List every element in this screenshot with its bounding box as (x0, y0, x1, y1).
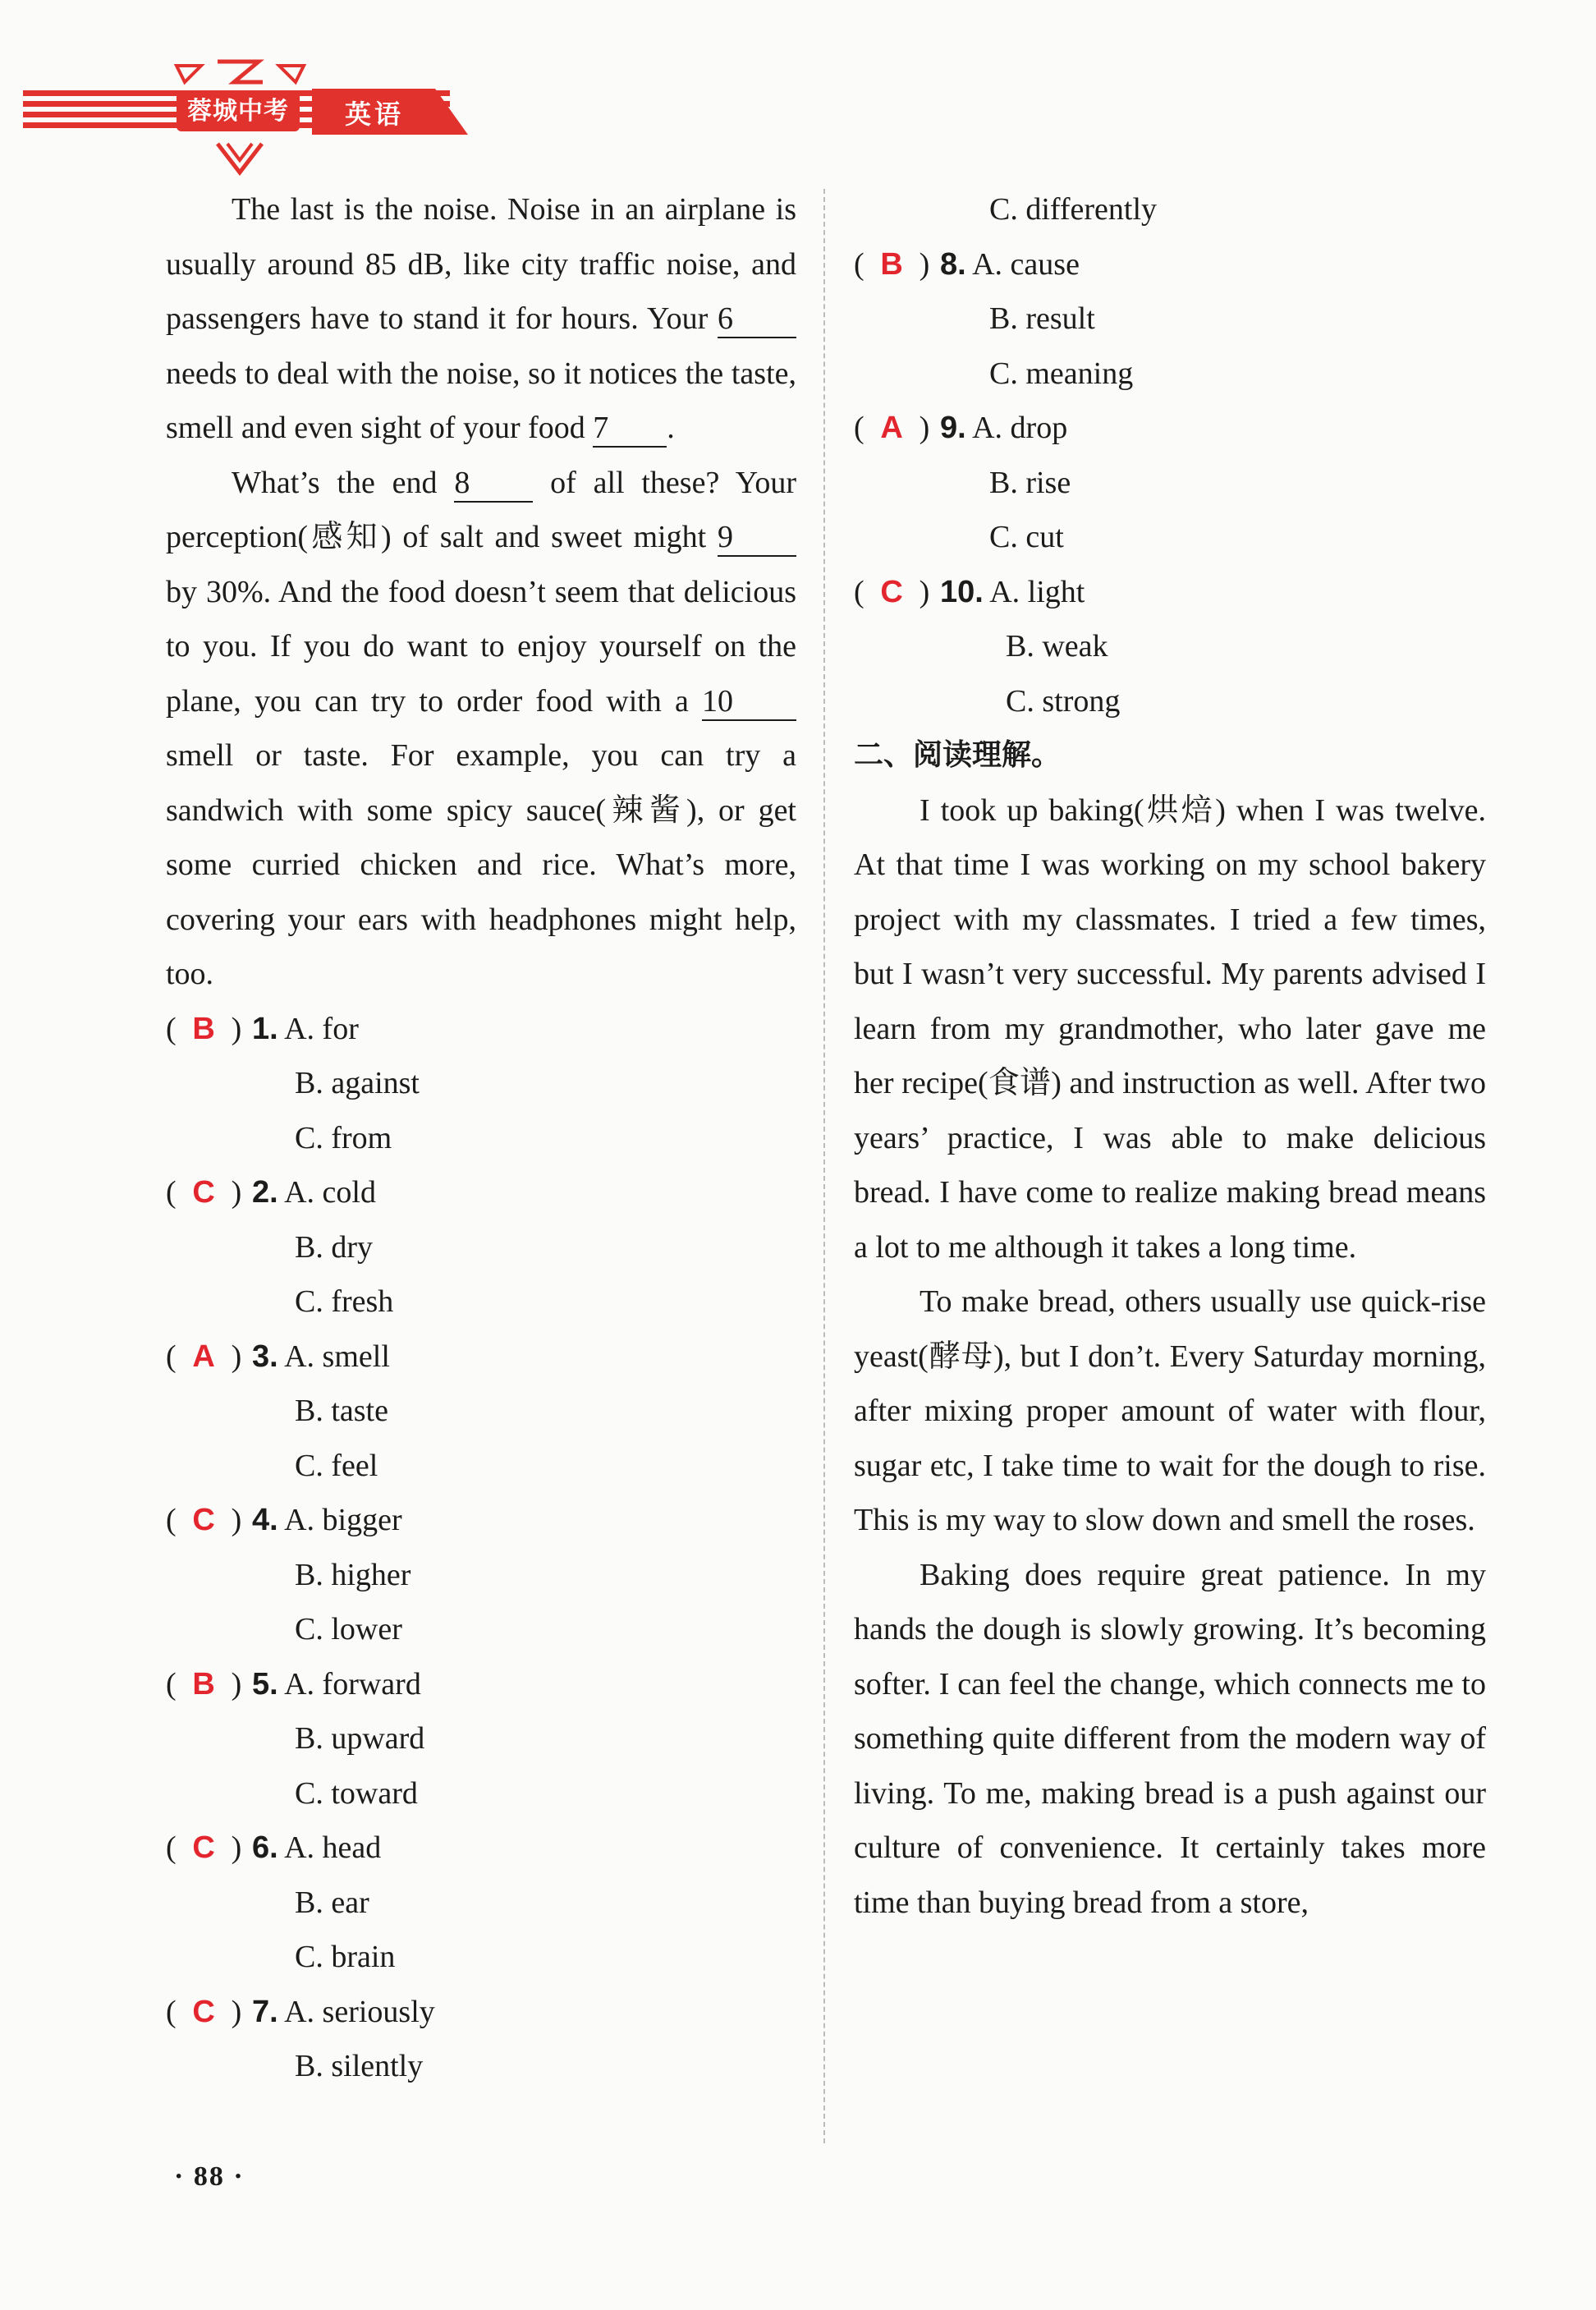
blank-6: 6 (718, 301, 796, 338)
answer-1: B (192, 1011, 215, 1046)
answer-8: B (880, 246, 903, 282)
section-title: 二、阅读理解。 (854, 738, 1062, 772)
passage-paragraph-1: The last is the noise. Noise in an airplane is usually around 85 dB, like city traffic noise, and passengers have to stand it for hours. Your 6 needs to deal with the noise, so it notices the taste, smell and even sight of your food 7 . (166, 182, 796, 456)
option: B. upward (295, 1721, 425, 1756)
option: B. weak (1006, 629, 1108, 664)
question-1: ( B ) 1. A. for B. against C. from (166, 1002, 796, 1166)
reading-paragraph-1: I took up baking(烘焙) when I was twelve. At that time I was working on my school bakery project with my classmates. I tried a few times, but I wasn’t very successful. My parents advised I learn from my grandmother, who later gave me her recipe(食谱) and instruction as well. After two years’ practice, I was able to make delicious bread. I have come to realize making bread means a lot to me although it takes a long time. (854, 792, 1486, 1265)
option: C. meaning (989, 356, 1134, 391)
option: C. feel (295, 1448, 378, 1483)
option: C. toward (295, 1775, 418, 1811)
answer-10: C (880, 574, 903, 609)
subject-tab (312, 89, 468, 135)
option: C. from (295, 1120, 392, 1155)
question-10: ( C ) 10. A. light B. weak C. strong (854, 565, 1486, 729)
question-3: ( A ) 3. A. smell B. taste C. feel (166, 1330, 796, 1494)
page-number: · 88 · (174, 2161, 245, 2192)
blank-9: 9 (718, 519, 796, 557)
answer-5: B (192, 1666, 215, 1702)
answer-9: A (880, 411, 903, 445)
option: C. cut (989, 520, 1064, 554)
question-2: ( C ) 2. A. cold B. dry C. fresh (166, 1165, 796, 1330)
question-5: ( B ) 5. A. forward B. upward C. toward (166, 1657, 796, 1821)
reading-paragraph-2: To make bread, others usually use quick-rise yeast(酵母), but I don’t. Every Saturday morning, after mixing proper amount of water with flour, sugar etc, I take time to wait for the dough to rise. This is my way to slow down and smell the roses. (854, 1284, 1486, 1537)
brand-logo: 蓉城中考 (177, 92, 300, 131)
blank-8: 8 (454, 465, 533, 503)
blank-7: 7 (593, 410, 667, 448)
question-9: ( A ) 9. A. drop B. rise C. cut (854, 401, 1486, 565)
blank-10: 10 (702, 683, 796, 721)
column-divider (823, 189, 825, 2143)
question-7: ( C ) 7. A. seriously B. silently (166, 1985, 796, 2094)
subject-label: 英语 (345, 99, 405, 130)
option: B. taste (295, 1394, 388, 1428)
option: B. silently (295, 2049, 424, 2083)
option: C. brain (295, 1940, 396, 1974)
option: B. rise (989, 465, 1071, 500)
answer-4: C (192, 1503, 215, 1537)
question-8: ( B ) 8. A. cause B. result C. meaning (854, 237, 1486, 402)
right-column (854, 182, 1486, 1930)
answer-3: A (192, 1339, 215, 1374)
option: B. ear (295, 1885, 369, 1920)
question-4: ( C ) 4. A. bigger B. higher C. lower (166, 1493, 796, 1657)
option: B. result (989, 301, 1095, 336)
question-6: ( C ) 6. A. head B. ear C. brain (166, 1821, 796, 1985)
answer-6: C (192, 1830, 215, 1865)
option: B. higher (295, 1557, 411, 1592)
option: C. strong (1006, 683, 1121, 719)
option: C. fresh (295, 1284, 394, 1319)
left-column (166, 182, 796, 2094)
answer-7: C (192, 1994, 215, 2029)
passage-paragraph-2: What’s the end 8 of all these? Your perception(感知) of salt and sweet might 9 by 30%. And the food doesn’t seem that delicious to you. If you do want to enjoy yourself on the plane, you can try to order food with a 10 smell or taste. For example, you can try a sandwich with some spicy sauce(辣酱), or get some curried chicken and rice. What’s more, covering your ears with headphones might help, too. (166, 465, 796, 991)
question-7-option-c: C. differently (989, 192, 1158, 227)
answer-2: C (192, 1175, 215, 1210)
option: C. lower (295, 1612, 402, 1646)
option: B. against (295, 1066, 420, 1100)
reading-paragraph-3: Baking does require great patience. In my hands the dough is slowly growing. It’s becoming softer. I can feel the change, which connects me to something quite different from the modern way of living. To me, making bread is a push against our culture of convenience. It certainly takes more time than buying bread from a store, (854, 1557, 1486, 1920)
option: B. dry (295, 1229, 373, 1265)
